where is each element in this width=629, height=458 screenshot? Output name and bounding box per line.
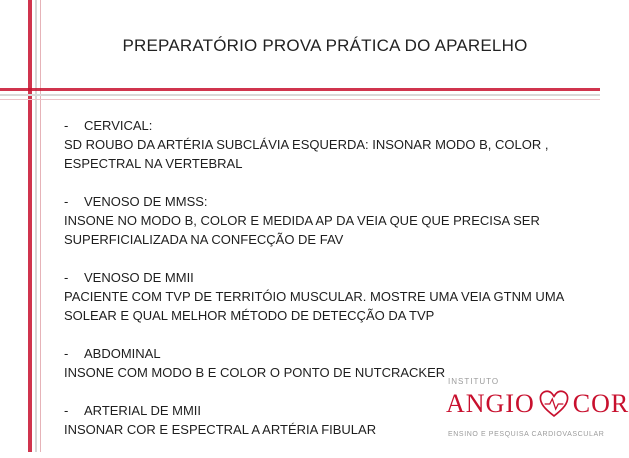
angiocor-logo: [420, 375, 629, 445]
decorative-vertical-red-line: [28, 0, 32, 452]
section-heading-text: CERVICAL:: [84, 118, 153, 133]
logo-tagline: ENSINO E PESQUISA CARDIOVASCULAR: [448, 431, 605, 438]
section-cervical: [64, 116, 584, 173]
decorative-vertical-gray-line: [35, 0, 37, 452]
section-heading: [64, 268, 584, 287]
section-heading-text: ABDOMINAL: [84, 346, 161, 361]
bullet-dash: -: [64, 118, 69, 133]
bullet-dash: -: [64, 346, 69, 361]
section-heading: [64, 344, 584, 363]
section-venoso-mmss: [64, 192, 584, 249]
decorative-horizontal-gray-line: [0, 94, 600, 96]
section-heading-text: VENOSO DE MMSS:: [84, 194, 208, 209]
bullet-dash: -: [64, 270, 69, 285]
heart-outline-icon: [537, 387, 571, 421]
bullet-dash: -: [64, 194, 69, 209]
logo-name-right: COR: [572, 389, 629, 418]
section-line: SD ROUBO DA ARTÉRIA SUBCLÁVIA ESQUERDA: INSONAR MODO B, COLOR ,: [64, 137, 549, 152]
slide-title: PREPARATÓRIO PROVA PRÁTICA DO APARELHO: [122, 36, 528, 55]
section-line: INSONAR COR E ESPECTRAL A ARTÉRIA FIBULAR: [64, 422, 377, 437]
logo-instituto-text: INSTITUTO: [448, 377, 500, 386]
decorative-horizontal-pink-line: [0, 99, 600, 100]
decorative-horizontal-red-line: [0, 88, 600, 91]
logo-name-left: ANGIO: [446, 389, 535, 418]
section-venoso-mmii: [64, 268, 584, 325]
logo-wordmark: [446, 387, 629, 421]
section-line: PACIENTE COM TVP DE TERRITÓIO MUSCULAR. MOSTRE UMA VEIA GTNM UMA: [64, 289, 565, 304]
section-heading-text: VENOSO DE MMII: [84, 270, 194, 285]
section-line: ESPECTRAL NA VERTEBRAL: [64, 156, 243, 171]
section-line: INSONE NO MODO B, COLOR E MEDIDA AP DA VEIA QUE QUE PRECISA SER: [64, 213, 540, 228]
section-line: INSONE COM MODO B E COLOR O PONTO DE NUTCRACKER: [64, 365, 446, 380]
decorative-vertical-pink-line: [40, 0, 41, 452]
section-line: SUPERFICIALIZADA NA CONFECÇÃO DE FAV: [64, 232, 344, 247]
bullet-dash: -: [64, 403, 69, 418]
section-heading: [64, 192, 584, 211]
section-heading-text: ARTERIAL DE MMII: [84, 403, 202, 418]
section-heading: [64, 116, 584, 135]
section-line: SOLEAR E QUAL MELHOR MÉTODO DE DETECÇÃO DA TVP: [64, 308, 435, 323]
